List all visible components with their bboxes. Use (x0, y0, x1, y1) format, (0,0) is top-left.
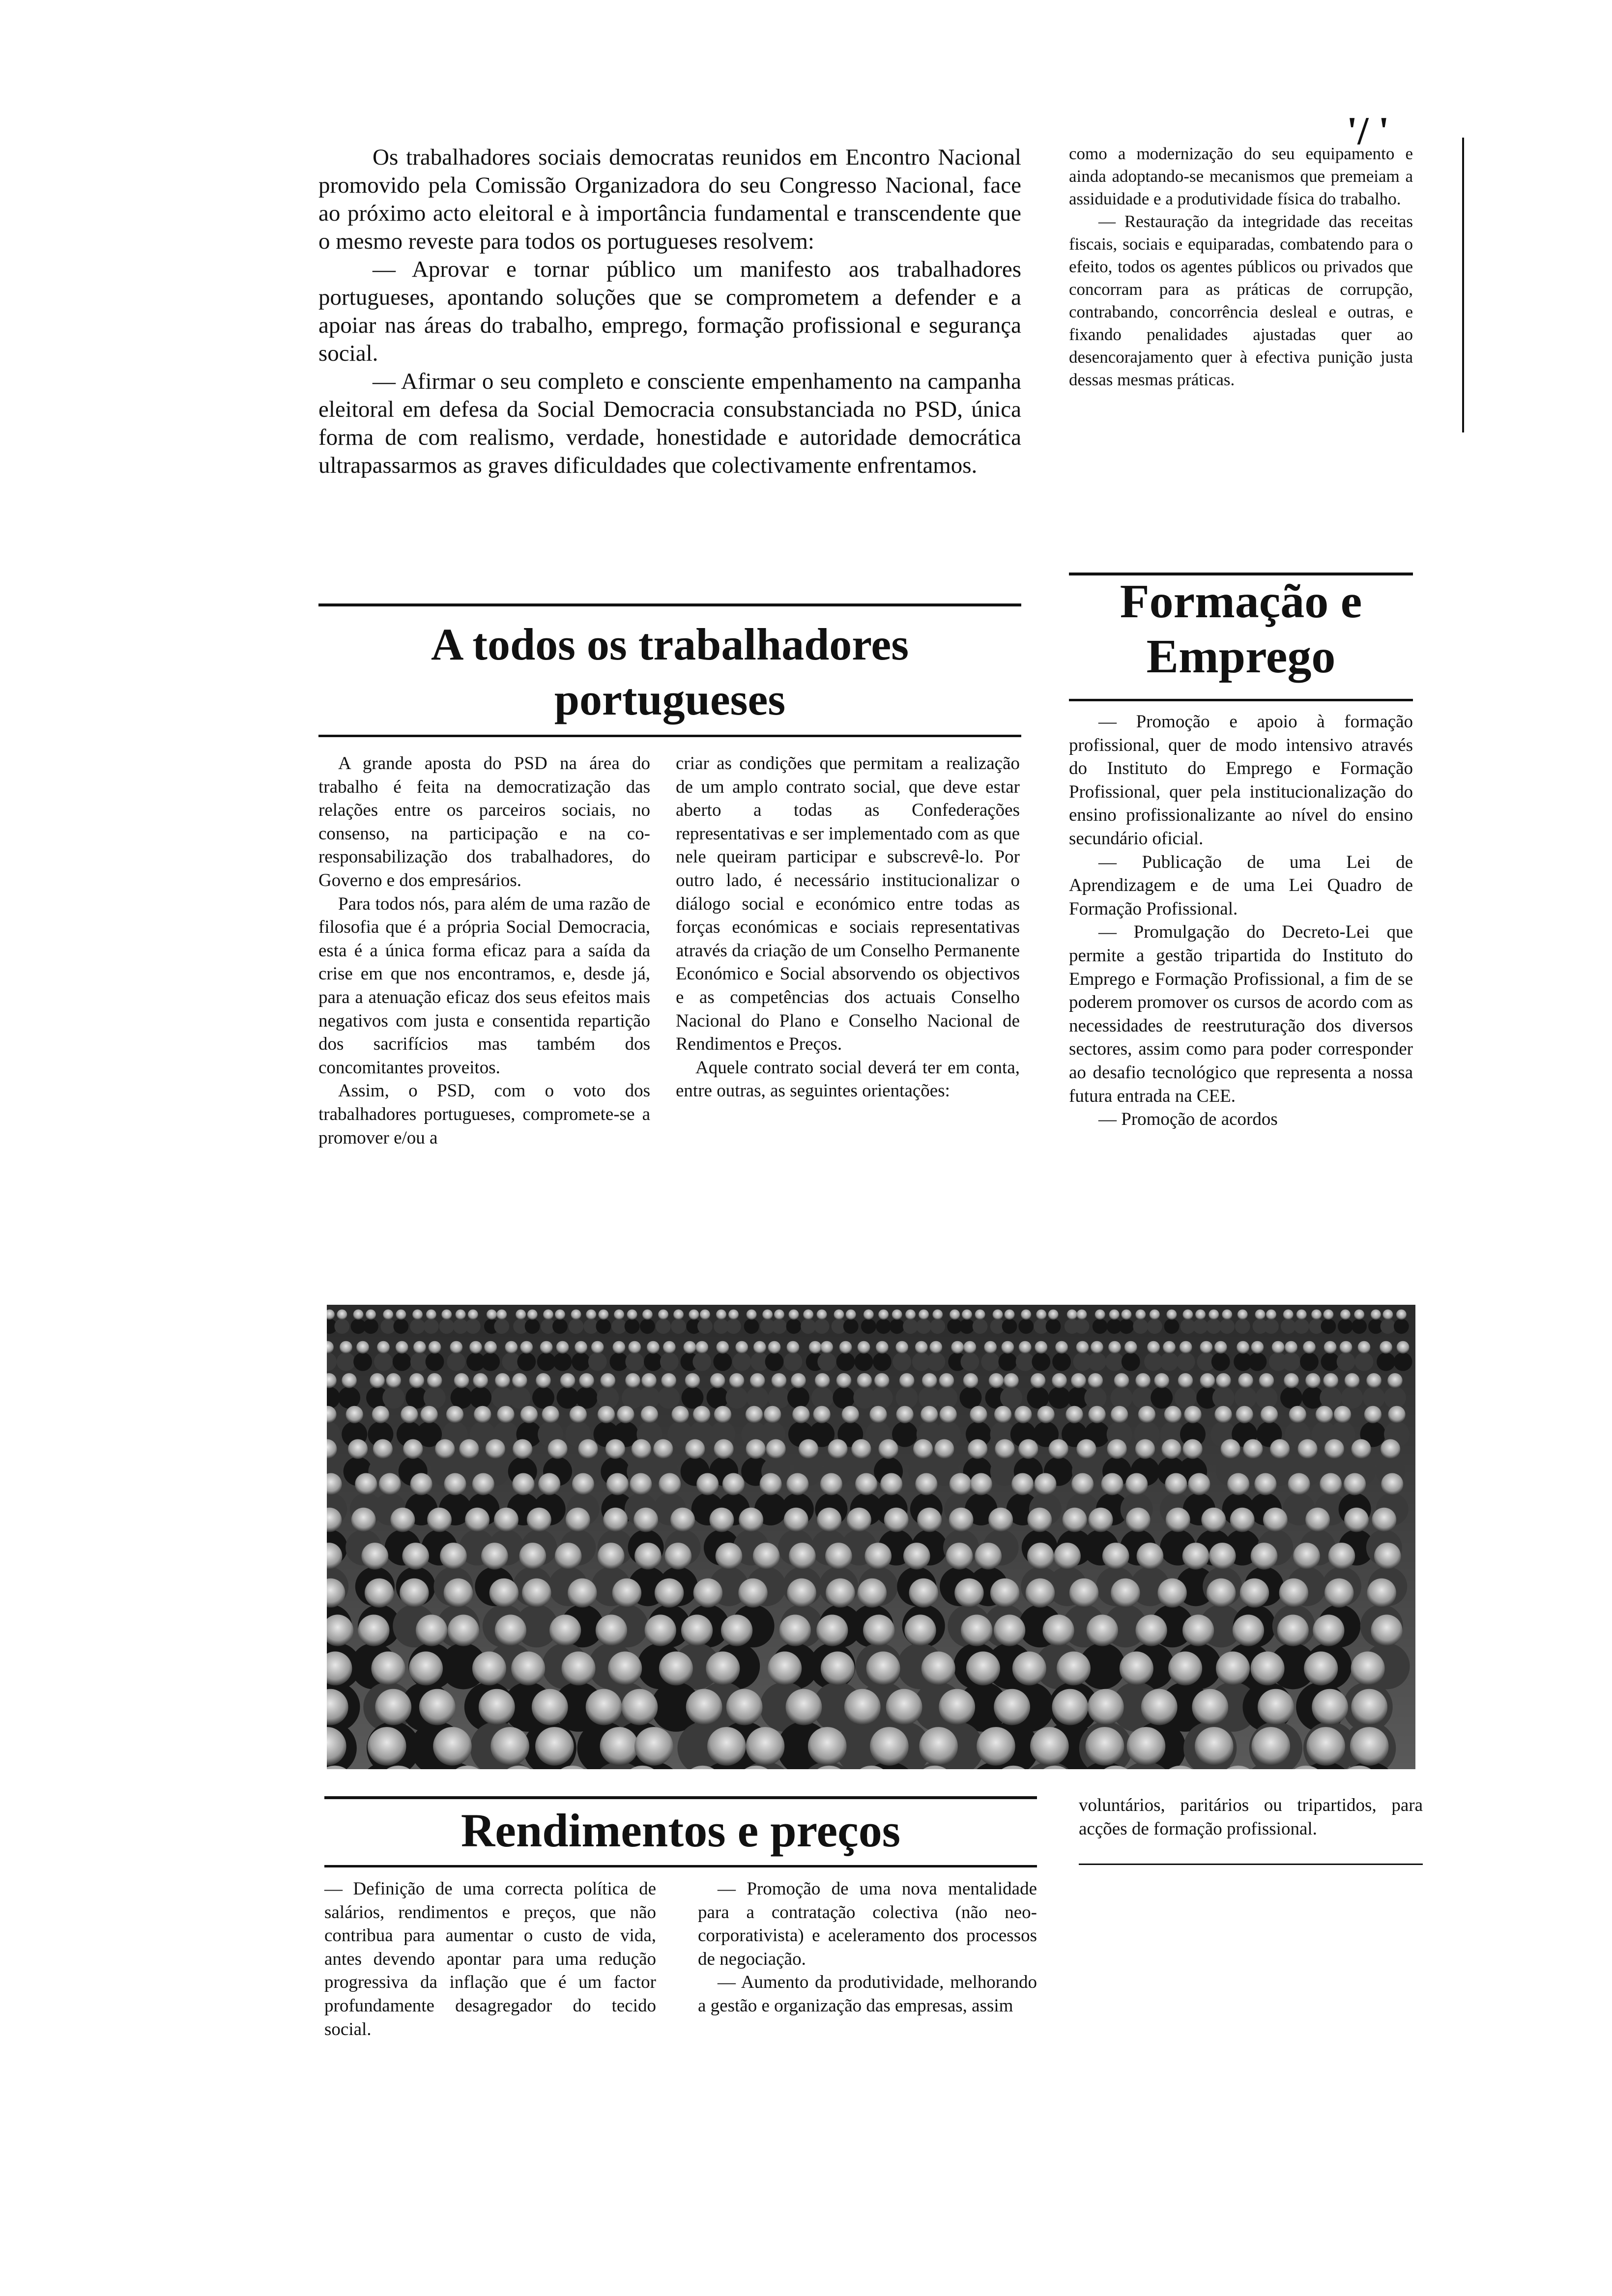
rule-below-main-headline (318, 735, 1021, 737)
crowd-photo-art (327, 1305, 1415, 1769)
intro-paragraph-3: — Afirmar o seu completo e consciente empenhamento na campanha eleitoral em defesa da Social Democracia consubstanciada no PSD, única forma de com realismo, verdade, honestidade e autoridade democrática ultrapassarmos as graves dificuldades que colectivamente enfrentamos. (318, 369, 1021, 478)
rule-below-rendimentos (324, 1865, 1037, 1867)
rule-below-formacao (1069, 699, 1413, 701)
intro-paragraph-2: — Aprovar e tornar público um manifesto aos trabalhadores portugueses, apontando soluções que se comprometem a defender e a apoiar nas áreas do trabalho, emprego, formação profissional e segurança social. (318, 257, 1021, 366)
intro-text (318, 144, 1021, 480)
formacao-column (1069, 710, 1413, 1131)
formacao-paragraph-1: — Promoção e apoio à formação profissional, quer de modo intensivo através do Instituto do Emprego e Formação Profissional, quer pela institucionalização do ensino profissionalizante ao nível do ensino secundário oficial. (1069, 712, 1413, 849)
rendimentos-col2-paragraph-1: — Promoção de uma nova mentalidade para a contratação colectiva (não neo-corporativista) e aceleramento dos processos de negociação. (698, 1879, 1037, 1969)
formacao-paragraph-2: — Publicação de uma Lei de Aprendizagem e de uma Lei Quadro de Formação Profissional. (1069, 852, 1413, 919)
main-col2-paragraph-2: Aquele contrato social deverá ter em conta, entre outras, as seguintes orientações: (676, 1057, 1020, 1101)
rendimentos-headline: Rendimentos e preços (461, 1804, 901, 1857)
main-column-2 (676, 752, 1020, 1103)
formacao-headline: Formação e Emprego (1120, 575, 1362, 683)
main-col1-paragraph-2: Para todos nós, para além de uma razão de filosofia que é a própria Social Democracia, esta é a única forma eficaz para a saída da crise em que nos encontramos, e, desde já, para a atenuação eficaz dos seus efeitos mais negativos com justa e consentida repartição dos sacrifícios mas também dos concomitantes proveitos. (318, 893, 650, 1078)
formacao-paragraph-3: — Promulgação do Decreto-Lei que permite a gestão tripartida do Instituto do Emprego e Formação Profissional, a fim de se poderem promover os cursos de acordo com as necessidades de reestruturação dos diversos sectores, assim como para poder corresponder ao desafio tecnológico que representa a nossa futura entrada na CEE. (1069, 922, 1413, 1106)
main-col2-paragraph-1: criar as condições que permitam a realização de um amplo contrato social, que deve estar aberto a todas as Confederações representativas e ser implementado com as que nele queiram participar e subscrevê-lo. Por outro lado, é necessário institucionalizar o diálogo social e económico entre todas as forças económicas e sociais representativas através da criação de um Conselho Permanente Económico e Social absorvendo os objectivos e as competências dos actuais Conselho Nacional do Plano e Conselho Nacional de Rendimentos e Preços. (676, 753, 1020, 1055)
main-headline: A todos os trabalhadores portugueses (431, 619, 909, 724)
rendimentos-col1-paragraph-1: — Definição de uma correcta política de salários, rendimentos e preços, que não contribua para aumentar o custo de vida, antes devendo apontar para uma redução progressiva da inflação que é um factor profundamente desagregador do tecido social. (324, 1879, 656, 2039)
crowd-photo (327, 1305, 1415, 1769)
formacao-paragraph-4: — Promoção de acordos (1098, 1109, 1278, 1130)
right-top-paragraph-2: — Restauração da integridade das receitas fiscais, sociais e equiparadas, combatendo para o efeito, todos os agentes públicos ou privados que concorram para as práticas de corrupção, contrabando, concorrência desleal e outras, e fixando penalidades ajustadas quer ao desencorajamento quer à efectiva punição justa dessas mesmas práticas. (1069, 212, 1413, 389)
main-col1-paragraph-3: Assim, o PSD, com o voto dos trabalhadores portugueses, compromete-se a promover e/ou a (318, 1081, 650, 1148)
main-col1-paragraph-1: A grande aposta do PSD na área do trabalho é feita na democratização das relações entre os parceiros sociais, no consenso, na participação e na co-responsabilização dos trabalhadores, do Governo e dos empresários. (318, 753, 650, 890)
corner-mark: '/ ' (1347, 110, 1389, 153)
rule-above-rendimentos (324, 1796, 1037, 1799)
rule-above-main-headline (318, 603, 1021, 606)
rendimentos-col3-paragraph-1: voluntários, paritários ou tripartidos, para acções de formação profissional. (1079, 1795, 1423, 1839)
right-top-paragraph-1: como a modernização do seu equipamento e ainda adoptando-se mecanismos que premeiam a assiduidade e a produtividade física do trabalho. (1069, 144, 1413, 208)
right-edge-line (1462, 138, 1464, 432)
intro-paragraph-1: Os trabalhadores sociais democratas reunidos em Encontro Nacional promovido pela Comissão Organizadora do seu Congresso Nacional, face ao próximo acto eleitoral e à importância fundamental e transcendente que o mesmo reveste para todos os portugueses resolvem: (318, 144, 1021, 254)
rule-below-formacao-end (1079, 1864, 1423, 1865)
rendimentos-col2-paragraph-2: — Aumento da produtividade, melhorando a gestão e organização das empresas, assim (698, 1972, 1037, 2016)
main-column-1 (318, 752, 650, 1149)
rendimentos-column-3 (1079, 1794, 1423, 1840)
rendimentos-column-2 (698, 1877, 1037, 2018)
right-column-top (1069, 143, 1413, 391)
rendimentos-column-1 (324, 1877, 656, 2041)
